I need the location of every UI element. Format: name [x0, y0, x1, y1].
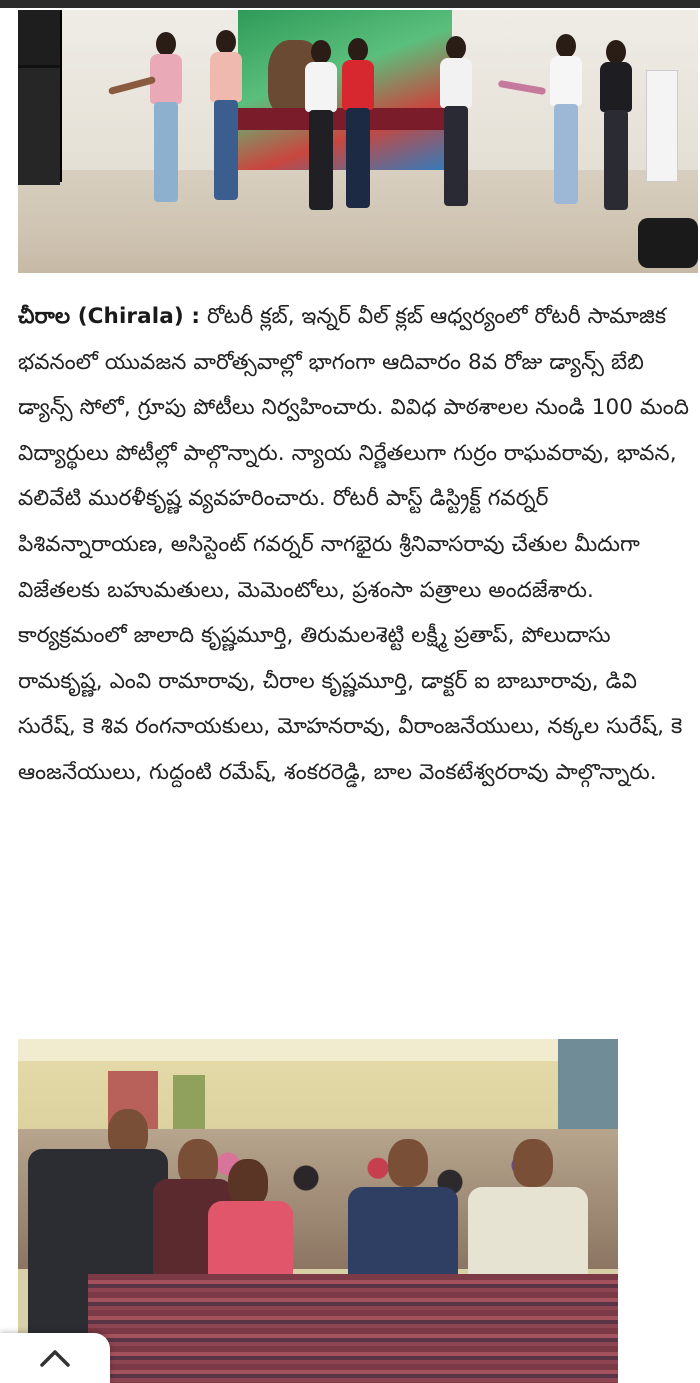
draped-table: [88, 1274, 618, 1383]
dateline-place: చీరాల (Chirala) :: [18, 304, 201, 329]
hall-ceiling: [18, 1039, 618, 1061]
dance-stage-photo: [18, 10, 698, 273]
article-body: [18, 294, 690, 796]
stage-stand: [646, 70, 678, 182]
stage-light: [638, 218, 698, 268]
notice-board: [173, 1075, 205, 1131]
chevron-up-icon: [38, 1347, 72, 1369]
top-status-bar: [0, 0, 700, 8]
collapse-button[interactable]: [0, 1333, 110, 1383]
article-paragraph: రోటరీ క్లబ్, ఇన్నర్ వీల్ క్లబ్ ఆధ్వర్యంలో రోటరీ సామాజిక భవనంలో యువజన వారోత్సవాల్లో భాగంగా ఆదివారం 8వ రోజు డ్యాన్స్ బేబి డ్యాన్స్ సోలో, గ్రూపు పోటీలు నిర్వహించారు. వివిధ పాఠశాలల నుండి 100 మంది విద్యార్థులు పోటీల్లో పాల్గొన్నారు. న్యాయ నిర్ణేతలుగా గుర్రం రాఘవరావు, భావన, వలివేటి మురళీకృష్ణ వ్యవహరించారు. రోటరీ పాస్ట్ డిస్ట్రిక్ట్ గవర్నర్ పిశివన్నారాయణ, అసిస్టెంట్ గవర్నర్ నాగభైరు శ్రీనివాసరావు చేతుల మీదుగా విజేతలకు బహుమతులు, మెమెంటోలు, ప్రశంసా పత్రాలు అందజేశారు. కార్యక్రమంలో జాలాది కృష్ణమూర్తి, తిరుమలశెట్టి లక్ష్మీ ప్రతాప్, పోలుదాసు రామకృష్ణ, ఎంవి రామారావు, చీరాల కృష్ణమూర్తి, డాక్టర్ ఐ బాబూరావు, డివి సురేష్, కె శివ రంగనాయకులు, మోహనరావు, వీరాంజనేయులు, నక్కల సురేష్, కె ఆంజనేయులు, గుద్దంటి రమేష్, శంకరరెడ్డి, బాల వెంకటేశ్వరరావు పాల్గొన్నారు.: [18, 304, 690, 785]
speaker-cabinet-lower: [18, 65, 60, 185]
audience-photo: [18, 1039, 618, 1383]
